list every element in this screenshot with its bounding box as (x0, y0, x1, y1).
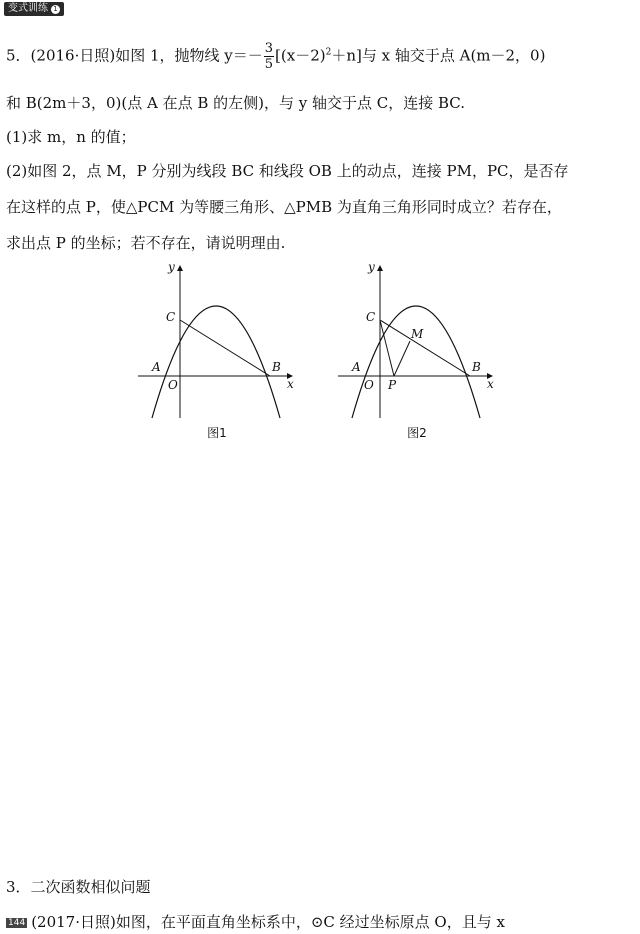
fraction-numerator: 3 (264, 41, 274, 56)
segment-pm (394, 341, 410, 376)
point-a-label: A (152, 360, 161, 374)
problem-5-part-2-line-3: 求出点 P 的坐标；若不存在，请说明理由. (6, 234, 286, 252)
figure-1-caption: 图1 (207, 426, 227, 440)
point-b-label: B (272, 360, 281, 374)
point-c-label: C (166, 310, 176, 324)
x-label: x (287, 377, 294, 391)
page-number: 144 (8, 918, 26, 928)
figure-1 (132, 258, 302, 448)
origin-label: O (364, 378, 374, 392)
problem-5-part-2-line-1: (2)如图 2，点 M，P 分别为线段 BC 和线段 OB 上的动点，连接 PM，PC，是否存 (6, 162, 569, 180)
figure-2-caption: 图2 (407, 426, 427, 440)
variant-training-tag (4, 2, 64, 16)
exponent: 2 (325, 47, 332, 58)
tag-label: 变式训练 (8, 3, 48, 14)
problem-5-part-2-line-2: 在这样的点 P，使△PCM 为等腰三角形、△PMB 为直角三角形同时成立？若存在， (6, 198, 562, 216)
problem-5-line-1 (6, 41, 545, 72)
y-label: y (168, 260, 175, 274)
fraction-denominator: 5 (264, 57, 274, 72)
problem-5-line-2: 和 B(2m＋3，0)(点 A 在点 B 的左侧)，与 y 轴交于点 C，连接 BC. (6, 94, 466, 112)
figure-2-graph (332, 258, 502, 423)
fraction (264, 41, 274, 72)
segment-bc (380, 320, 470, 376)
next-problem-text: (2017·日照)如图，在平面直角坐标系中，⊙C 经过坐标原点 O，且与 x (31, 913, 505, 931)
point-p-label: P (388, 378, 397, 392)
point-c-label: C (366, 310, 376, 324)
section-3-title: 3．二次函数相似问题 (6, 878, 151, 896)
figure-2 (332, 258, 502, 448)
problem-5-line-1-suffix: ＋n]与 x 轴交于点 A(m－2，0) (331, 46, 546, 65)
y-label: y (368, 260, 375, 274)
tag-number: 1 (51, 5, 60, 14)
point-b-label: B (472, 360, 481, 374)
figure-1-graph (132, 258, 302, 423)
point-m-label: M (411, 327, 424, 341)
next-problem-line (6, 911, 505, 932)
problem-5-line-1-prefix: 5．(2016·日照)如图 1，抛物线 y＝－ (6, 46, 263, 65)
x-label: x (487, 377, 494, 391)
segment-bc (180, 320, 270, 376)
problem-5-line-1-mid: [(x－2) (275, 46, 326, 65)
origin-label: O (168, 378, 178, 392)
problem-5-part-1: (1)求 m，n 的值； (6, 128, 136, 146)
point-a-label: A (352, 360, 361, 374)
